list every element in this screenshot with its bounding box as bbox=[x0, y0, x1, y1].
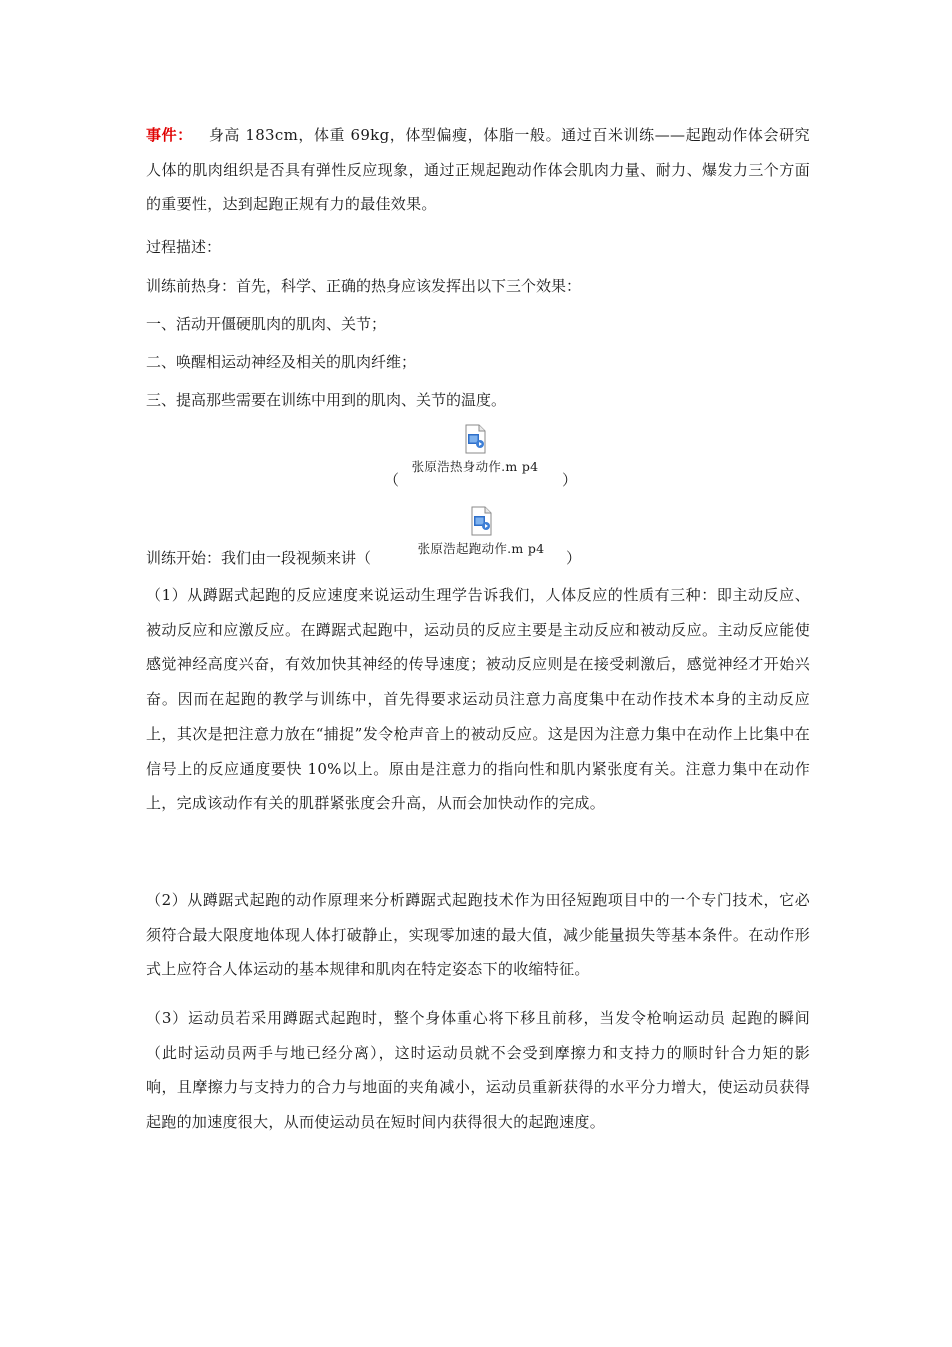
event-text: 身高 183cm，体重 69kg，体型偏瘦，体脂一般。通过百米训练——起跑动作体会研究人体的肌肉组织是否具有弹性反应现象，通过正规起跑动作体会肌肉力量、耐力、爆发力三个方面的重要性，达到起跑正规有力的最佳效果。 bbox=[146, 126, 810, 214]
attachment-1-close-paren: ） bbox=[562, 471, 578, 489]
attachment-2-filename: 张原浩起跑动作.m p4 bbox=[417, 541, 545, 556]
training-start-text: 训练开始：我们由一段视频来讲 bbox=[146, 549, 357, 567]
event-label: 事件 bbox=[146, 126, 178, 144]
warmup-item-1: 一、活动开僵硬肌肉的肌肉、关节； bbox=[146, 315, 387, 333]
attachment-2-open-paren: （ bbox=[356, 549, 372, 567]
process-heading: 过程描述： bbox=[146, 238, 222, 256]
warmup-item-3: 三、提高那些需要在训练中用到的肌肉、关节的温度。 bbox=[146, 391, 507, 409]
training-start bbox=[146, 547, 371, 568]
attachment-1-filename: 张原浩热身动作.m p4 bbox=[411, 459, 539, 474]
video-file-icon bbox=[463, 424, 487, 454]
event-paragraph bbox=[146, 118, 810, 222]
warmup-item-2: 二、唤醒相运动神经及相关的肌肉纤维； bbox=[146, 353, 417, 371]
attachment-2-close-paren: ） bbox=[566, 549, 582, 567]
paragraph-2: （2）从蹲踞式起跑的动作原理来分析蹲踞式起跑技术作为田径短跑项目中的一个专门技术，它必须符合最大限度地体现人体打破静止，实现零加速的最大值，减少能量损失等基本条件。在动作形式上应符合人体运动的基本规律和肌肉在特定姿态下的收缩特征。 bbox=[146, 891, 810, 979]
event-colon: ： bbox=[177, 126, 193, 144]
attachment-1-open-paren: （ bbox=[384, 471, 400, 489]
warmup-intro: 训练前热身：首先，科学、正确的热身应该发挥出以下三个效果： bbox=[146, 277, 582, 295]
video-file-icon bbox=[469, 506, 493, 536]
attachment-1[interactable] bbox=[395, 424, 555, 475]
paragraph-3: （3）运动员若采用蹲踞式起跑时，整个身体重心将下移且前移，当发令枪响运动员 起跑的瞬间（此时运动员两手与地已经分离），这时运动员就不会受到摩擦力和支持力的顺时针合力矩的影响，且摩擦力与支持力的合力与地面的夹角减小，运动员重新获得的水平分力增大，使运动员获得起跑的加速度很大，从而使运动员在短时间内获得很大的起跑速度。 bbox=[146, 1009, 810, 1132]
attachment-2[interactable] bbox=[401, 506, 561, 557]
paragraph-1: （1）从蹲踞式起跑的反应速度来说运动生理学告诉我们，人体反应的性质有三种：即主动反应、被动反应和应激反应。在蹲踞式起跑中，运动员的反应主要是主动反应和被动反应。主动反应能使感觉神经高度兴奋，有效加快其神经的传导速度；被动反应则是在接受刺激后，感觉神经才开始兴奋。因而在起跑的教学与训练中，首先得要求运动员注意力高度集中在动作技术本身的主动反应上，其次是把注意力放在“捕捉”发令枪声音上的被动反应。这是因为注意力集中在动作上比集中在信号上的反应通度要快 10%以上。原由是注意力的指向性和肌内紧张度有关。注意力集中在动作上，完成该动作有关的肌群紧张度会升高，从而会加快动作的完成。 bbox=[146, 586, 810, 813]
